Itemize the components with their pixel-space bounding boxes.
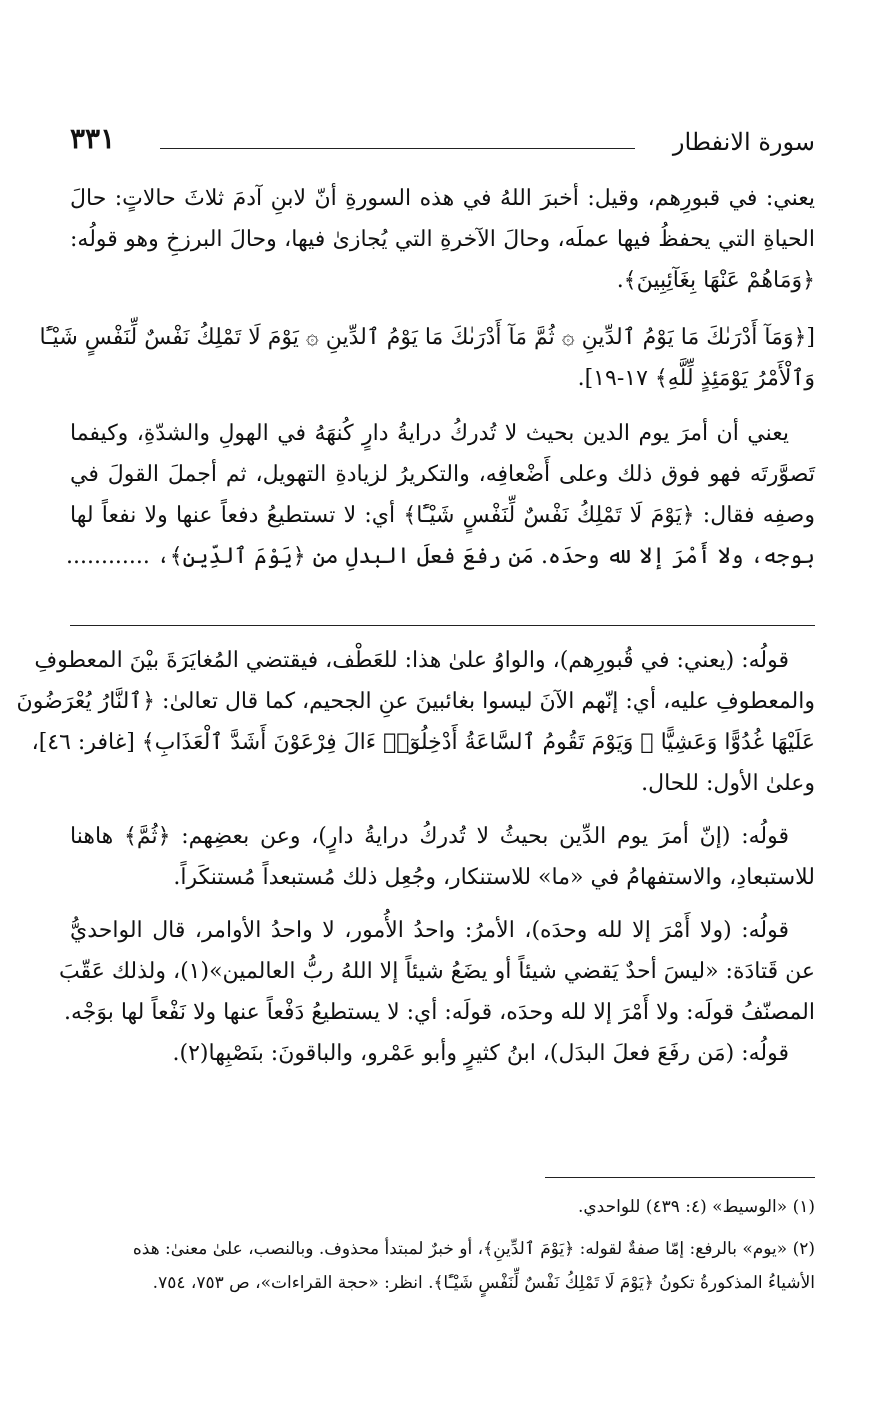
footnotes [70, 1190, 815, 1300]
main-line: تَصوَّرتَه فهو فوق ذلك وعلى أَضْعافِه، والتكريرُ لزيادةِ التهويل، ثم أجملَ القولَ في [70, 462, 815, 487]
verse-line: [﴿وَمَآ أَدْرَىٰكَ مَا يَوْمُ ٱلدِّينِ ۞ ثُمَّ مَآ أَدْرَىٰكَ مَا يَوْمُ ٱلدِّينِ ۞ يَوْمَ لَا تَمْلِكُ نَفْسٌ لِّنَفْسٍ شَيْـًٔا [39, 325, 815, 350]
footnote-line: (٢) «يوم» بالرفع: إمّا صفةٌ لقوله: ﴿يَوْمَ ٱلدِّينِ﴾، أو خبرٌ لمبتدأ محذوف. وبالنصب، علىٰ معنىٰ: هذه [132, 1239, 815, 1259]
commentary-line: قولُه: (إنّ أمرَ يوم الدِّين بحيثُ لا تُدركُ درايةُ دارٍ)، وعن بعضِهم: ﴿ثُمَّ﴾ هاهنا [70, 824, 789, 849]
commentary [16, 640, 815, 1074]
main-line: بوجه، ولا أَمْرَ إلا لله وحدَه. مَن رفعَ فعلَ البدلِ من ﴿يَوْمَ ٱلدِّينِ﴾، ............ [65, 544, 815, 569]
footnote-line: (١) «الوسيط» (٤: ٤٣٩) للواحدي. [577, 1197, 815, 1217]
commentary-line: عَلَيْهَا غُدُوًّا وَعَشِيًّا ۖ وَيَوْمَ تَقُومُ ٱلسَّاعَةُ أَدْخِلُوٓا۟ ءَالَ فِرْعَوْنَ أَشَدَّ ٱلْعَذَابِ﴾ [غافر: ٤٦]، [31, 730, 815, 755]
main-line: ﴿وَمَاهُمْ عَنْهَا بِغَآئِبِينَ﴾. [616, 268, 815, 293]
surah-title: سورة الانفطار [672, 128, 815, 156]
commentary-line: والمعطوفِ عليه، أي: إنّهم الآنَ ليسوا بغائبينَ عنِ الجحيم، كما قال تعالىٰ: ﴿ٱلنَّارُ يُعْرَضُونَ [16, 689, 815, 714]
commentary-line: المصنّفُ قولَه: ولا أَمْرَ إلا لله وحدَه، قولَه: أي: لا يستطيعُ دَفْعاً عنها ولا نَفْعاً لها بوَجْه. [63, 1000, 815, 1025]
header-rule [160, 148, 635, 149]
commentary-line: للاستبعادِ، والاستفهامُ في «ما» للاستنكار، وجُعِل ذلك مُستبعداً مُستنكَراً. [173, 865, 815, 890]
main-line: الحياةِ التي يحفظُ فيها عملَه، وحالَ الآخرةِ التي يُجازىٰ فيها، وحالَ البرزخِ وهو قولُه: [70, 227, 815, 252]
main-line: وصفِه فقال: ﴿يَوْمَ لَا تَمْلِكُ نَفْسٌ لِّنَفْسٍ شَيْـًٔا﴾ أي: لا تستطيعُ دفعاً عنها ولا نفعاً لها [70, 503, 815, 528]
page-header [70, 120, 815, 168]
commentary-separator [70, 625, 815, 626]
commentary-line: وعلىٰ الأول: للحال. [641, 771, 815, 796]
main-line: يعني أن أمرَ يوم الدين بحيث لا تُدركُ درايةُ دارٍ كُنهَهُ في الهولِ والشدّةِ، وكيفما [70, 421, 789, 446]
footnote-separator [545, 1177, 815, 1178]
commentary-line: قولُه: (ولا أَمْرَ إلا لله وحدَه)، الأمرُ: واحدُ الأُمور، لا واحدُ الأوامر، قال الواحديُّ [70, 918, 789, 943]
commentary-line: قولُه: (مَن رفَعَ فعلَ البدَل)، ابنُ كثيرٍ وأبو عَمْرو، والباقونَ: بنَصْبِها(٢). [172, 1041, 789, 1066]
commentary-line: عن قَتادَة: «ليسَ أحدٌ يَقضي شيئاً أو يضَعُ شيئاً إلا اللهُ ربُّ العالمين»(١)، ولذلك عَقّبَ [59, 959, 815, 984]
main-text [39, 178, 815, 577]
main-line: يعني: في قبورِهم، وقيل: أخبرَ اللهُ في هذه السورةِ أنّ لابنِ آدمَ ثلاثَ حالاتٍ: حالَ [70, 186, 815, 211]
commentary-line: قولُه: (يعني: في قُبورِهم)، والواوُ علىٰ هذا: للعَطْف، فيقتضي المُغايَرَةَ بيْنَ المعطوفِ [34, 648, 789, 673]
page-number: ٣٣١ [70, 122, 116, 155]
verse-line: وَٱلْأَمْرُ يَوْمَئِذٍ لِّلَّهِ﴾ ١٧-١٩]. [577, 366, 815, 391]
footnote-line: الأشياءُ المذكورةُ تكونُ ﴿يَوْمَ لَا تَمْلِكُ نَفْسٌ لِّنَفْسٍ شَيْـًٔا﴾. انظر: «حجة القراءات»، ص ٧٥٣، ٧٥٤. [152, 1273, 815, 1293]
